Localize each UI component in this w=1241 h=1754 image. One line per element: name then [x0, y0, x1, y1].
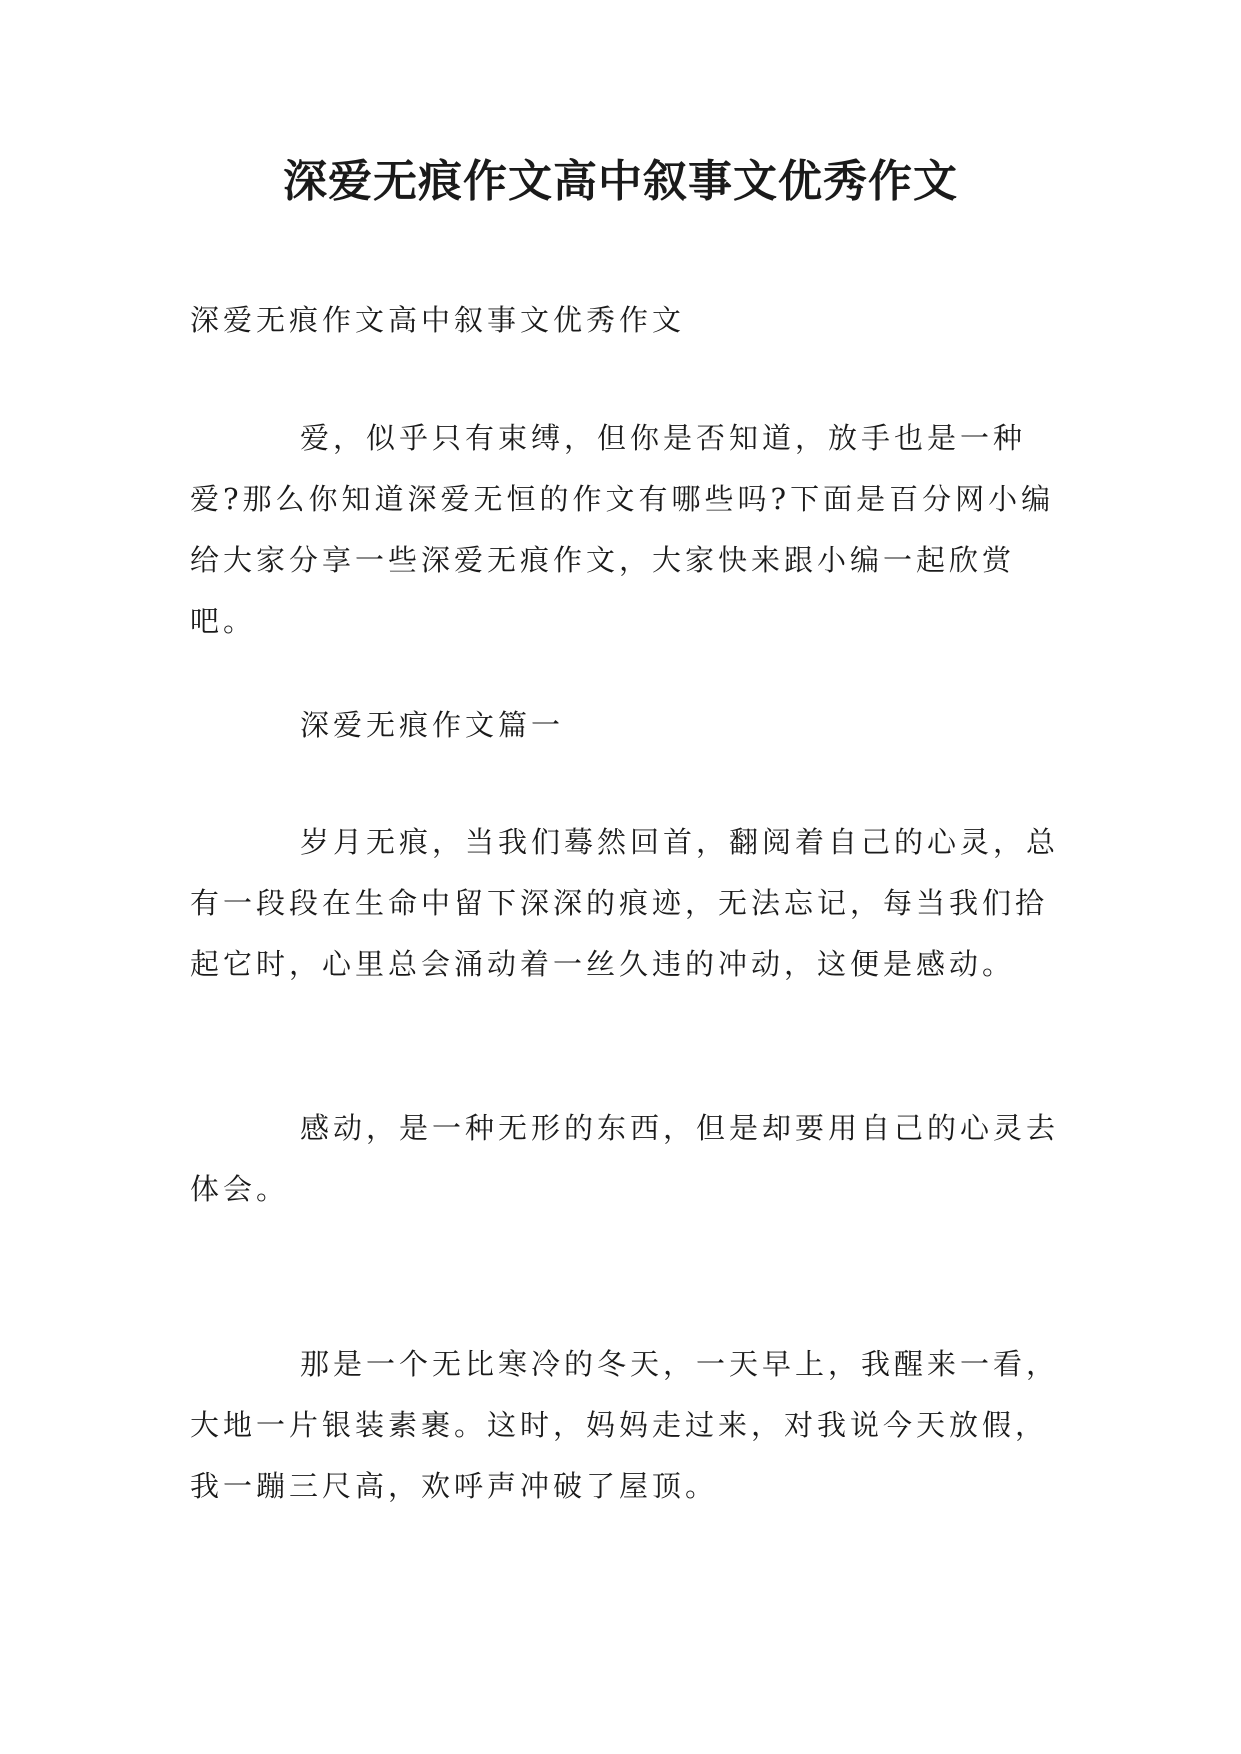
intro-paragraph: 爱，似乎只有束缚，但你是否知道，放手也是一种爱?那么你知道深爱无恒的作文有哪些吗?下面是百分网小编给大家分享一些深爱无痕作文，大家快来跟小编一起欣赏吧。 [190, 421, 1055, 638]
body-paragraph: 感动，是一种无形的东西，但是却要用自己的心灵去体会。 [190, 1111, 1060, 1206]
body-paragraph: 岁月无痕，当我们蓦然回首，翻阅着自己的心灵，总有一段段在生命中留下深深的痕迹，无法忘记，每当我们拾起它时，心里总会涌动着一丝久违的冲动，这便是感动。 [190, 825, 1060, 981]
subtitle-paragraph: 深爱无痕作文高中叙事文优秀作文 [190, 303, 686, 337]
body-paragraph: 那是一个无比寒冷的冬天，一天早上，我醒来一看，大地一片银装素裹。这时，妈妈走过来，对我说今天放假，我一蹦三尺高，欢呼声冲破了屋顶。 [190, 1347, 1060, 1503]
section-heading: 深爱无痕作文篇一 [300, 708, 565, 742]
document-title: 深爱无痕作文高中叙事文优秀作文 [283, 156, 958, 207]
